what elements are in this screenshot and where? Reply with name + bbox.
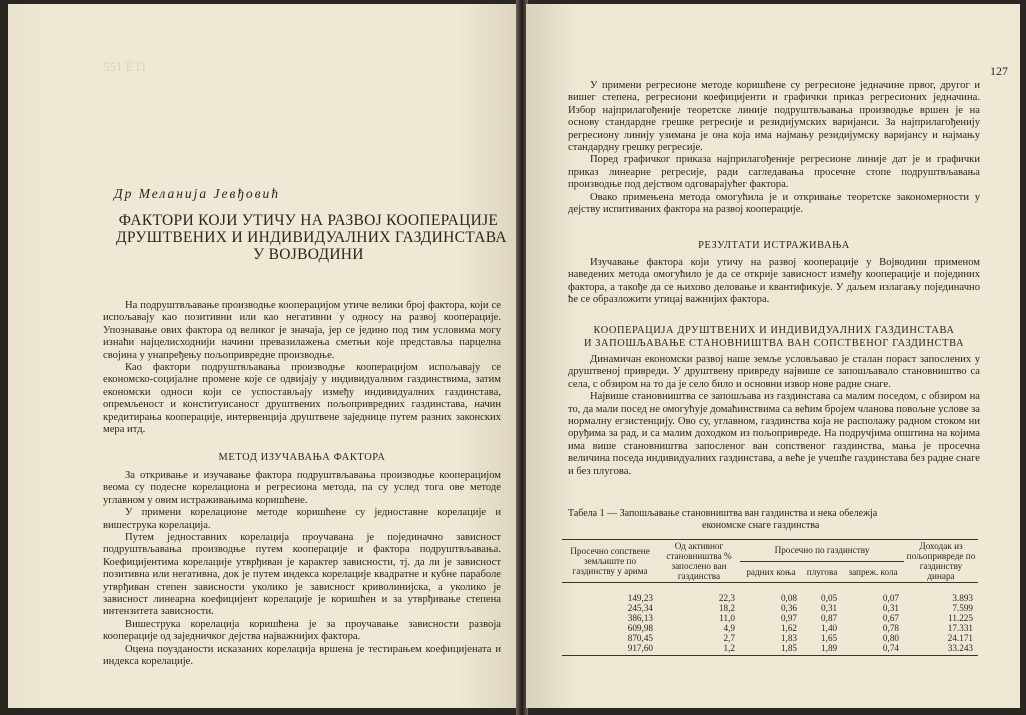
show-through-text: 551 ÉTI <box>103 59 146 74</box>
table-cell: 1,40 <box>821 623 838 633</box>
table-group-header: Просечно по газдинству <box>740 540 904 562</box>
heading-line: И ЗАПОШЉАВАЊЕ СТАНОВНИШТВА ВАН СОПСТВЕНОГ ГАЗДИНСТВА <box>583 338 965 349</box>
paragraph: Поред графичког приказа најприлагођеније регресионе линије дат је и графички приказ линеарне регресије, ради сагледавања просечне стопе подруштвљавања производње под дејством одговарајућег фактора. <box>568 154 980 191</box>
article-title <box>116 212 507 263</box>
paragraph: Оцена поузданости исказаних корелација вршена је тестирањем коефицијената и индекса корелације. <box>103 643 501 668</box>
table-cell: 0,31 <box>821 603 838 613</box>
caption-line: економске снаге газдинства <box>702 519 820 531</box>
section-heading-method: МЕТОД ИЗУЧАВАЊА ФАКТОРА <box>218 452 386 463</box>
section-heading-results: РЕЗУЛТАТИ ИСТРАЖИВАЊА <box>698 240 850 251</box>
results-text <box>568 257 980 307</box>
paragraph: На подруштвљавање производње кооперацијом утиче велики број фактора, који се испољавају као позитивни или као негативни у односу на развој кооперације. Упознавање ових фактора од великог је значаја, јер се једино под тим условима могу изнаћи најцелисходнији начини превазилажења сметњи које представља парцелна својина у унапређењу пољопривредне производње. <box>103 300 501 361</box>
table-cell: 4,9 <box>723 623 735 633</box>
table-cell: 245,34 <box>627 603 653 613</box>
table-cell: 0,07 <box>882 593 899 603</box>
table-cell: 17.331 <box>947 623 973 633</box>
intro-text <box>103 300 501 436</box>
paragraph: У примени корелационе методе коришћене су једноставне корелације и вишеструка корелација. <box>103 507 501 531</box>
table-subheader: радних коња <box>740 561 802 583</box>
table-cell: 1,89 <box>802 643 842 656</box>
paragraph: Изучавање фактора који утичу на развој кооперације у Војводини применом наведених метода омогућило је да се открије зависност између кооперације и појединих фактора, а такође да се њихово деловање и квантификује. У даљем излагању појединачно ће се образложити утицај важнијих фактора. <box>568 257 980 306</box>
data-table <box>562 539 978 656</box>
table-cell: 870,45 <box>627 633 653 643</box>
table-cell: 609,98 <box>627 623 653 633</box>
table-cell: 0,80 <box>882 633 899 643</box>
table-header: Доходак из пољопривреде по газдинству динара <box>904 540 978 583</box>
table-cell: 0,08 <box>780 593 798 603</box>
table-subheader: плугова <box>802 561 842 583</box>
table-cell: 2,7 <box>723 633 735 643</box>
page-number: 127 <box>990 64 1008 78</box>
section-heading-cooperation <box>568 324 980 350</box>
table-row <box>562 633 978 643</box>
table-cell: 0,36 <box>780 603 798 613</box>
table-cell: 3.893 <box>952 593 973 603</box>
table-cell: 0,67 <box>882 613 899 623</box>
table-cell: 1,62 <box>780 623 798 633</box>
table-cell: 1,65 <box>821 633 838 643</box>
table-cell: 24.171 <box>947 633 973 643</box>
table-row <box>562 583 978 604</box>
heading-line: КООПЕРАЦИЈА ДРУШТВЕНИХ И ИНДИВИДУАЛНИХ ГАЗДИНСТАВА <box>593 325 955 336</box>
title-line: ДРУШТВЕНИХ И ИНДИВИДУАЛНИХ ГАЗДИНСТАВА <box>116 229 507 246</box>
table-cell: 18,2 <box>718 603 735 613</box>
table-cell: 1,2 <box>658 643 740 656</box>
table-cell: 7.599 <box>952 603 973 613</box>
table-header: Од активног становништва % запослено ван газдинства <box>658 540 740 583</box>
table-cell: 11.225 <box>948 613 973 623</box>
table-cell: 917,60 <box>562 643 658 656</box>
table-cell: 149,23 <box>627 593 653 603</box>
paragraph: За откривање и изучавање фактора подруштвљавања производње кооперацијом веома су подесне корелациона и регресиона метода, па су услед тога ове методе углавном у овим истраживањима коришћене. <box>103 470 501 506</box>
table-caption <box>568 508 973 531</box>
regression-text <box>568 80 980 216</box>
table-cell: 0,74 <box>842 643 904 656</box>
paragraph: Највише становништва се запошљава из газдинстава са малим поседом, с обзиром на то, да мали посед не омогућује домаћинствима са већим бројем чланова повољне услове за нормалну егзистенцију. Ово су, углавном, газдинства која не располажу радном стоком ни оруђима за рад, и са малим доходком из пољопривреде. На подручјима општина на којима има више становништва запосленог ван сопственог газдинства, мања је просечна величина поседа индивидуалних газдинстава, а веће је учешће газдинстава без радне снаге и без плугова. <box>568 391 980 477</box>
left-page <box>8 4 518 708</box>
table-row <box>562 643 978 656</box>
paragraph: Динамичан економски развој наше земље условљавао је сталан пораст запослених у друштвеној привреди. У друштвену привреду највише се запошљавало становништво са села, с обзиром на то да је село било и основни извор нове радне снаге. <box>568 354 980 390</box>
method-text <box>103 470 501 669</box>
cooperation-text <box>568 354 980 478</box>
paragraph: Овако примењена метода омогућила је и откривање теоретске закономерности у дејству испитиваних фактора на развој кооперације. <box>568 191 980 216</box>
table-cell: 0,05 <box>821 593 838 603</box>
author-name: Др Меланија Јевђовић <box>114 186 280 201</box>
paragraph: Вишеструка корелација коришћена је за проучавање зависности развоја кооперације од заједничког дејства најважнијих фактора. <box>103 618 501 643</box>
right-page <box>526 4 1020 708</box>
table-cell: 0,78 <box>882 623 899 633</box>
table-cell: 0,97 <box>780 613 798 623</box>
table-cell: 1,83 <box>780 633 798 643</box>
table-cell: 33.243 <box>904 643 978 656</box>
table-row <box>562 603 978 613</box>
title-line: ФАКТОРИ КОЈИ УТИЧУ НА РАЗВОЈ КООПЕРАЦИЈЕ <box>118 212 499 229</box>
title-line: У ВОЈВОДИНИ <box>253 246 364 263</box>
table-subheader: запреж. кола <box>842 561 904 583</box>
table-cell: 0,87 <box>821 613 838 623</box>
table-header: Просечно сопствене земљиште по газдинству у арима <box>562 540 658 583</box>
caption-line: Табела 1 — Запошљавање становништва ван газдинства и нека обележја <box>568 508 878 519</box>
table-row <box>562 623 978 633</box>
table-cell: 0,31 <box>882 603 899 613</box>
paragraph: У примени регресионе методе коришћене су регресионе једначине првог, другог и вишег степена, регресиони коефицијенти и графички приказ регресионих једначина. Избор најприлагођеније теоретске линије подруштвљавања производње вршен је на основу стандардне грешке регресије и резидијумских варијанси. За најприлагођенију регресиону линију узимана је она која има најмању резидијумску варијансу и најмању стандардну грешку регресије. <box>568 80 980 154</box>
table-cell: 22,3 <box>718 593 735 603</box>
table-cell: 11,0 <box>719 613 735 623</box>
paragraph: Путем једноставних корелација проучавана је појединачно зависност подруштвљавања производње путем кооперације и фактора подруштвљавања. Коефицијентима корелације утврђиван је карактер зависности, тј. да ли је зависност позитивна или негативна, док је путем индекса корелације квадратне и кубне параболе утврђиван степен зависности уколико је зависност криволинијска, а уколико је зависност линеарна коефицијент корелације је коришћен и за утврђивање степена интензитета зависности. <box>103 532 501 618</box>
table-cell: 386,13 <box>627 613 653 623</box>
table-cell: 1,85 <box>740 643 802 656</box>
table-row <box>562 613 978 623</box>
paragraph: Као фактори подруштвљавања производње кооперацијом испољавају се економско-социјалне промене које се одвијају у индивидуалним газдинствима, затим економски односи који се успостављају између индивидуалних газдинстава, опремљеност и конституисаност друштвених пољопривредних газдинстава, начин кредитирања кооперације, интервенција друштвене заједнице путем разних законских мера итд. <box>103 362 501 436</box>
